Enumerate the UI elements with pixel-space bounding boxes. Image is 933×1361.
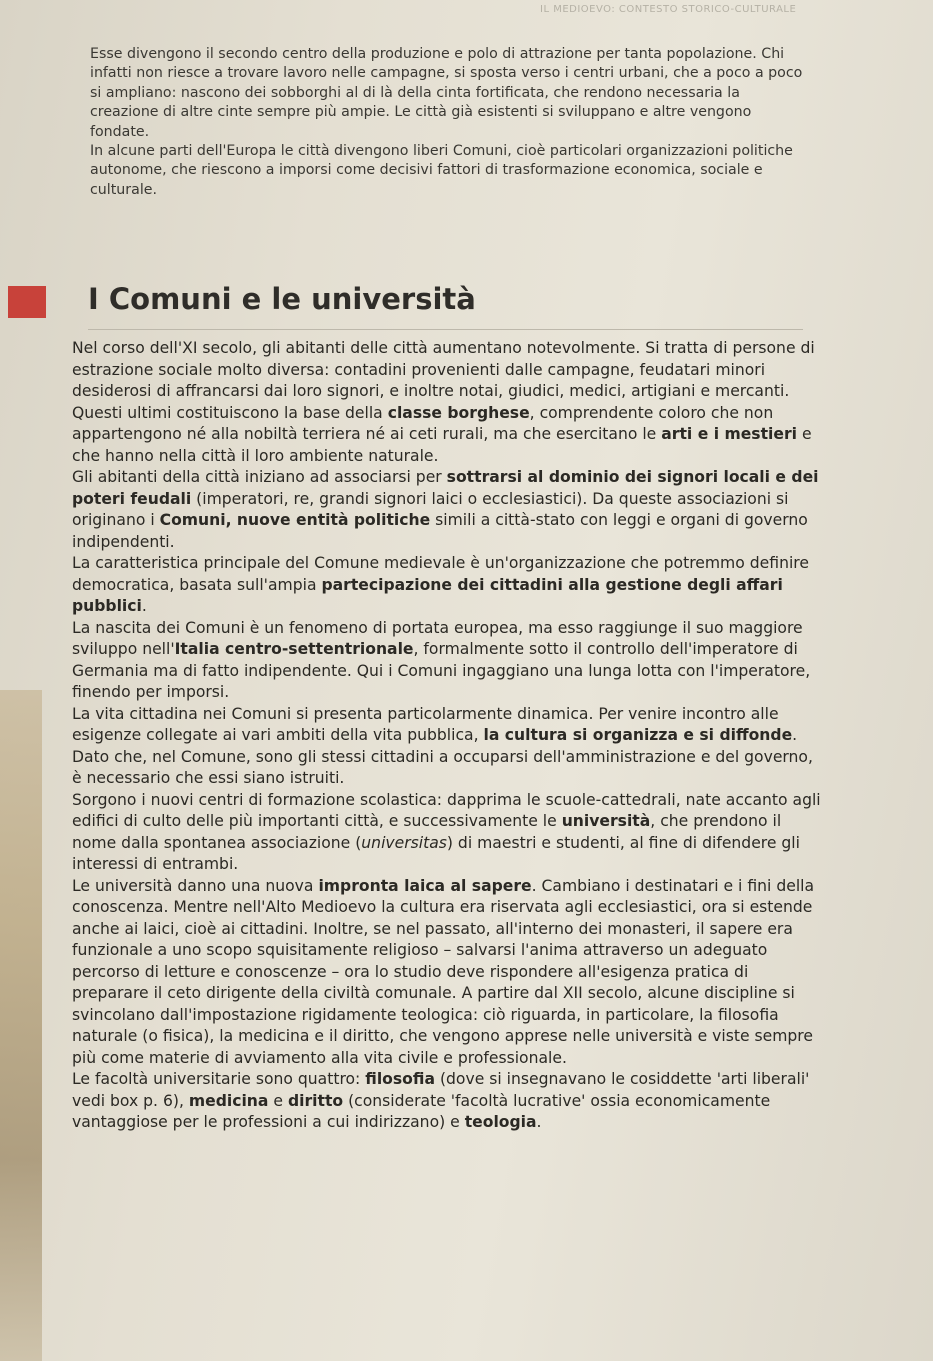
text-run: La nascita dei Comuni è un fenomeno di portata europea, ma esso raggiunge il suo maggiore sviluppo nell' <box>72 618 803 658</box>
body-paragraph-5 <box>72 704 827 790</box>
text-run: . Dato che, nel Comune, sono gli stessi cittadini a occuparsi dell'amministrazione e del governo, è necessario che essi siano istruiti. <box>72 726 813 787</box>
italic-term: universitas <box>361 833 447 852</box>
text-run: Le università danno una nuova <box>72 876 319 895</box>
intro-text <box>90 45 810 200</box>
body-paragraph-8 <box>72 1069 827 1134</box>
text-run: ) di maestri e studenti, al fine di difendere gli interessi di entrambi. <box>72 833 800 873</box>
title-divider <box>88 329 803 330</box>
bold-term: Comuni, nuove entità politiche <box>159 511 431 529</box>
text-run: . Cambiano i destinatari e i fini della conoscenza. Mentre nell'Alto Medioevo la cultura era riservata agli ecclesiastici, ora si estende anche ai laici, cioè ai cittadini. Inoltre, se nel passato, all'interno dei monasteri, il sapere era funzionale a uno scopo squisitamente religioso – salvarsi l'anima attraverso un adeguato percorso di letture e conoscenze – ora lo studio deve rispondere all'esigenza pratica di preparare il ceto dirigente della civiltà comunale. A partire dal XII secolo, alcune discipline si svincolano dall'impostazione rigidamente teologica: ciò riguarda, in particolare, la filosofia naturale (o fisica), la medicina e il diritto, che vengono apprese nelle università e viste sempre più come materie di avviamento alla vita civile e professionale. <box>72 876 815 1067</box>
text-run: Sorgono i nuovi centri di formazione scolastica: dapprima le scuole-cattedrali, nate accanto agli edifici di culto delle più importanti città, e successivamente le <box>72 790 821 830</box>
text-run: , comprendente coloro che non appartengono né alla nobiltà terriera né ai ceti rurali, ma che esercitano le <box>72 403 774 443</box>
text-run: La vita cittadina nei Comuni si presenta particolarmente dinamica. Per venire incontro alle esigenze collegate ai vari ambiti della vita pubblica, <box>72 704 779 744</box>
bold-term: partecipazione dei cittadini alla gestione degli affari pubblici <box>72 575 783 615</box>
text-run: simili a città-stato con leggi e organi di governo indipendenti. <box>72 511 808 551</box>
bold-term: sottrarsi al dominio dei signori locali e dei poteri feudali <box>72 468 819 508</box>
bold-term: diritto <box>287 1091 344 1110</box>
body-paragraph-1 <box>72 338 827 467</box>
text-run: (dove si insegnavano le cosiddette 'arti liberali' vedi box p. 6), <box>72 1070 810 1110</box>
text-run: e <box>268 1091 288 1110</box>
text-run: (considerate 'facoltà lucrative' ossia economicamente vantaggiose per le professioni a cui indirizzano) e <box>72 1091 771 1131</box>
section-body <box>72 338 827 1134</box>
intro-paragraph-2: In alcune parti dell'Europa le città divengono liberi Comuni, cioè particolari organizzazioni politiche autonome, che riescono a imporsi come decisivi fattori di trasformazione economica, sociale e culturale. <box>90 143 793 198</box>
bold-term: impronta laica al sapere <box>318 876 532 895</box>
text-run: . <box>536 1113 542 1131</box>
text-run: , formalmente sotto il controllo dell'imperatore di Germania ma di fatto indipendente. Qui i Comuni ingaggiano una lunga lotta con l'imperatore, finendo per imporsi. <box>72 640 811 701</box>
intro-paragraph-1: Esse divengono il secondo centro della produzione e polo di attrazione per tanta popolazione. Chi infatti non riesce a trovare lavoro nelle campagne, si sposta verso i centri urbani, che a poco a poco si ampliano: nascono dei sobborghi al di là della cinta fortificata, che rendono necessaria la creazione di altre cinte sempre più ampie. Le città già esistenti si sviluppano e altre vengono fondate. <box>90 46 803 140</box>
text-run: . <box>141 597 147 615</box>
text-run: e che hanno nella città il loro ambiente naturale. <box>72 425 812 465</box>
body-paragraph-6 <box>72 790 827 876</box>
text-run: Le facoltà universitarie sono quattro: <box>72 1070 366 1088</box>
bold-term: la cultura si organizza e si diffonde <box>483 726 793 744</box>
text-run: (imperatori, re, grandi signori laici o ecclesiastici). Da queste associazioni si originano i <box>72 489 789 529</box>
bold-term: medicina <box>188 1091 269 1110</box>
text-run: Gli abitanti della città iniziano ad associarsi per <box>72 468 447 486</box>
body-paragraph-4 <box>72 618 827 704</box>
bold-term: arti e i mestieri <box>661 425 797 443</box>
text-run: La caratteristica principale del Comune medievale è un'organizzazione che potremmo definire democratica, basata sull'ampia <box>72 554 809 594</box>
section-title: I Comuni e le università <box>88 282 476 316</box>
bold-term: università <box>561 812 651 830</box>
section-marker <box>8 286 46 318</box>
bold-term: teologia <box>464 1113 537 1131</box>
body-paragraph-3 <box>72 553 827 618</box>
page-edge-shadow <box>0 690 42 1361</box>
running-header: IL MEDIOEVO: CONTESTO STORICO-CULTURALE <box>540 4 797 15</box>
bold-term: filosofia <box>365 1070 435 1088</box>
bold-term: Italia centro-settentrionale <box>174 640 414 658</box>
text-run: , che prendono il nome dalla spontanea associazione ( <box>72 812 782 852</box>
body-paragraph-7 <box>72 876 827 1070</box>
text-run: Nel corso dell'XI secolo, gli abitanti delle città aumentano notevolmente. Si tratta di persone di estrazione sociale molto diversa: contadini provenienti dalle campagne, feudatari minori desiderosi di affrancarsi dai loro signori, e inoltre notai, giudici, medici, artigiani e mercanti. Questi ultimi costituiscono la base della <box>72 339 815 422</box>
body-paragraph-2 <box>72 467 827 553</box>
bold-term: classe borghese <box>387 403 530 422</box>
